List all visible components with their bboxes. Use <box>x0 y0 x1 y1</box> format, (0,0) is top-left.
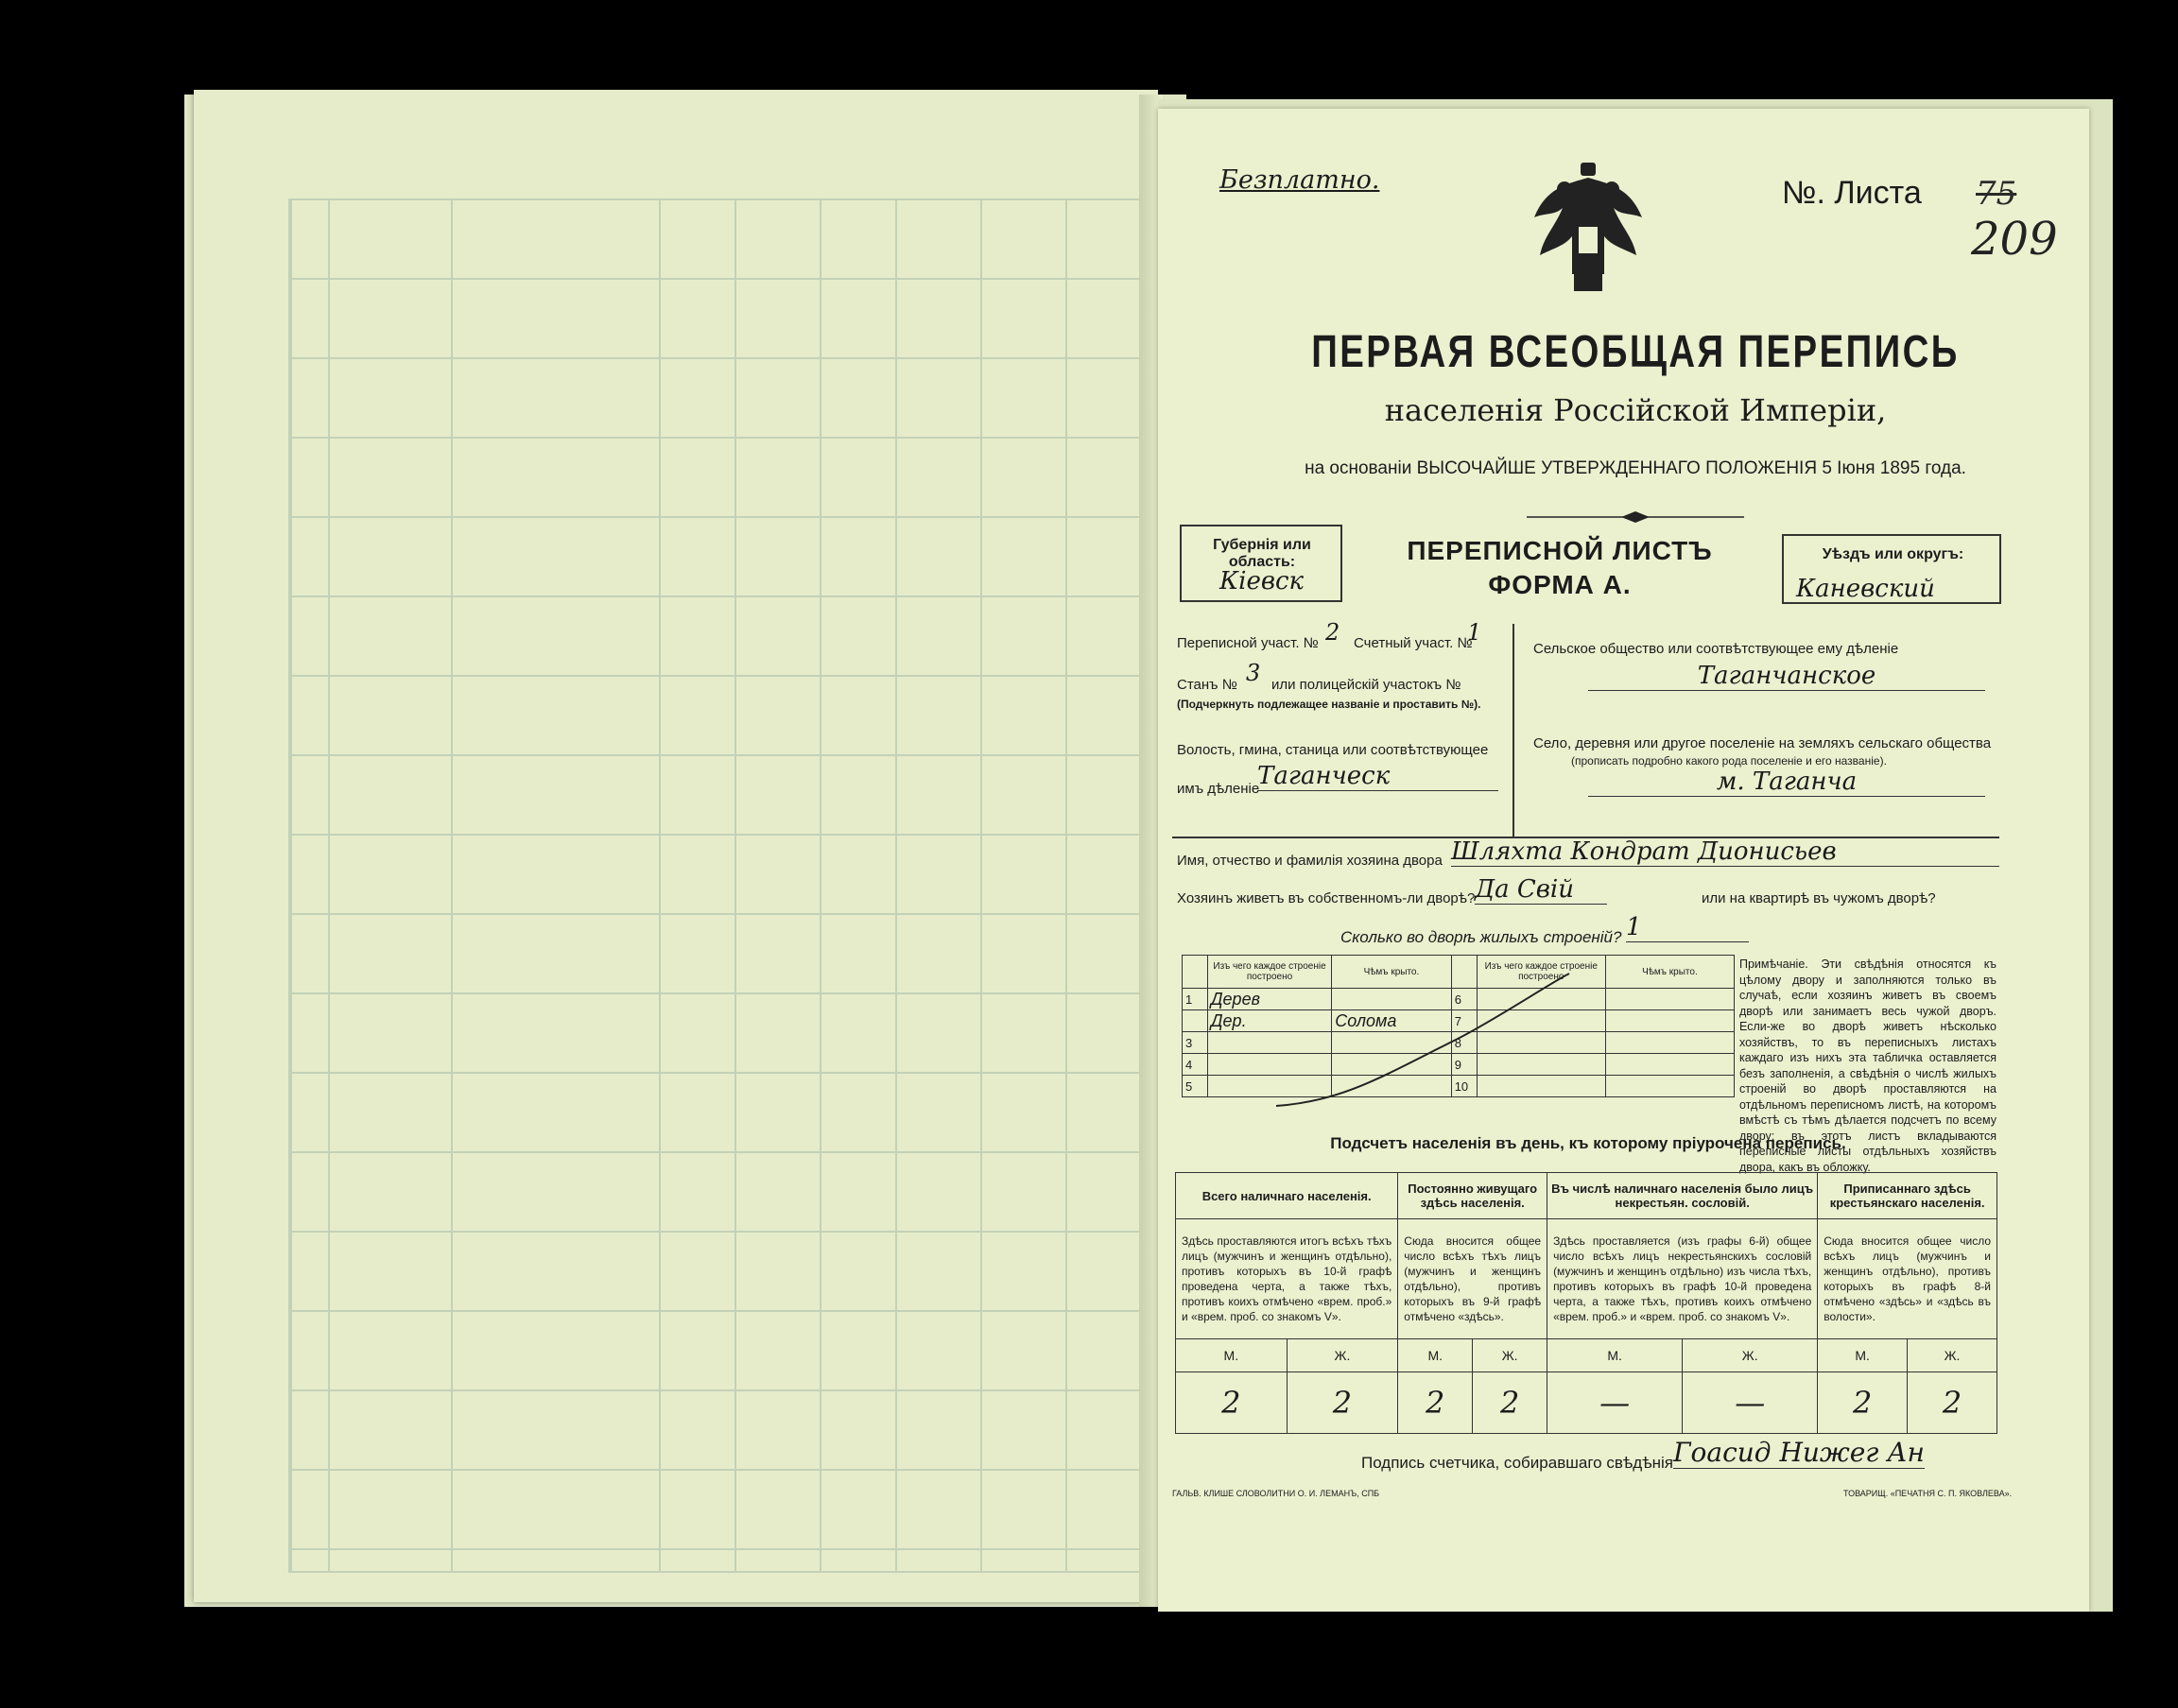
population-desc-permanent: Сюда вносится общее число всѣхъ тѣхъ лицъ (мужчинъ и женщинъ отдѣльно), противъ которыхъ въ 9-й графѣ отмѣчено «здѣсь». <box>1398 1219 1547 1339</box>
province-label: Губернія или область: <box>1213 537 1311 570</box>
female-label: Ж. <box>1287 1339 1398 1372</box>
total-female-value: 2 <box>1287 1372 1398 1434</box>
buildings-label: Сколько во дворѣ жилыхъ строеній? <box>1340 928 1622 946</box>
sheet-number-crossed: 75 <box>1976 175 2017 213</box>
basis-line: на основаніи ВЫСОЧАЙШЕ УТВЕРЖДЕННАГО ПОЛОЖЕНІЯ 5 Іюня 1895 года. <box>1305 458 1966 478</box>
police-label: или полицейскій участокъ № <box>1271 677 1461 693</box>
double-headed-eagle-icon <box>1527 161 1650 298</box>
total-male-value: 2 <box>1176 1372 1288 1434</box>
buildings-value: 1 <box>1626 913 1749 942</box>
owner-value: Шляхта Кондрат Дионисьев <box>1451 837 1999 867</box>
building-roof: Солома <box>1332 1010 1451 1032</box>
registered-female-value: 2 <box>1908 1372 1997 1434</box>
row-number: 8 <box>1451 1032 1477 1054</box>
printer-credit-right: ТОВАРИЩ. «ПЕЧАТНЯ С. П. ЯКОВЛЕВА». <box>1843 1489 2013 1498</box>
sheet-number-value: 209 <box>1971 213 2058 266</box>
village-label: Село, деревня или другое поселеніе на земляхъ сельскаго общества <box>1533 735 1992 751</box>
male-label: М. <box>1547 1339 1683 1372</box>
free-label: Безплатно. <box>1219 165 1380 195</box>
ornament-divider <box>1527 510 1744 524</box>
sub-title: населенія Россійской Имперіи, <box>1384 392 1887 428</box>
permanent-female-value: 2 <box>1473 1372 1547 1434</box>
rent-label: или на квартирѣ въ чужомъ дворѣ? <box>1702 890 1936 906</box>
population-header-total: Всего наличнаго населенія. <box>1176 1173 1398 1219</box>
female-label: Ж. <box>1683 1339 1818 1372</box>
form-title <box>1342 534 1777 602</box>
village-note: (прописать подробно какого рода поселеніе и его названіе). <box>1571 754 1887 768</box>
non-peasant-female-value: — <box>1683 1372 1818 1434</box>
owner-label: Имя, отчество и фамилія хозяина двора <box>1177 853 1443 869</box>
building-material: Дерев <box>1207 989 1331 1010</box>
village-value: м. Таганча <box>1588 768 1985 797</box>
row-number: 3 <box>1183 1032 1208 1054</box>
row-number: 7 <box>1451 1010 1477 1032</box>
buildings-header-material-2: Изъ чего каждое строеніе построено <box>1477 956 1605 989</box>
row-number: 5 <box>1183 1076 1208 1097</box>
buildings-header-roof-1: Чѣмъ крыто. <box>1332 956 1451 989</box>
male-label: М. <box>1176 1339 1288 1372</box>
form-title-line2: ФОРМА А. <box>1488 570 1632 599</box>
row-number: 10 <box>1451 1076 1477 1097</box>
stan-label: Станъ № <box>1177 677 1237 693</box>
population-desc-non-peasant: Здѣсь проставляется (изъ графы 6-й) общее число всѣхъ лицъ некрестьянскихъ сословій (мужчинъ и женщинъ отдѣльно) изъ числа тѣхъ, противъ которыхъ въ графѣ 10-й проведена черта, а также тѣхъ, противъ коихъ отмѣчено «врем. проб.» и «врем. проб. со знакомъ V». <box>1547 1219 1818 1339</box>
crossed-out-stroke <box>1267 964 1579 1115</box>
left-page-ghost-grid <box>288 198 1162 1573</box>
row-number: 4 <box>1183 1054 1208 1076</box>
building-material: Дер. <box>1207 1010 1331 1032</box>
form-title-line1: ПЕРЕПИСНОЙ ЛИСТЪ <box>1407 536 1713 565</box>
registered-male-value: 2 <box>1818 1372 1908 1434</box>
count-area-label: Счетный участ. № <box>1354 635 1473 651</box>
buildings-header-roof-2: Чѣмъ крыто. <box>1605 956 1734 989</box>
population-desc-total: Здѣсь проставляются итогъ всѣхъ тѣхъ лицъ (мужчинъ и женщинъ отдѣльно), противъ которыхъ въ 10-й графѣ проведена черта, а также тѣхъ, противъ коихъ отмѣчено «врем. проб.» и «врем. проб. со знакомъ V». <box>1176 1219 1398 1339</box>
district-label: Уѣздъ или округъ: <box>1822 546 1964 562</box>
district-value: Каневский <box>1796 575 1935 603</box>
society-value: Таганчанское <box>1588 662 1985 691</box>
row-number: 6 <box>1451 989 1477 1010</box>
population-desc-registered: Сюда вносится общее число всѣхъ лицъ (мужчинъ и женщинъ отдѣльно), противъ которыхъ въ графѣ 8-й отмѣчено «здѣсь» и «здѣсь въ волости». <box>1818 1219 1997 1339</box>
female-label: Ж. <box>1908 1339 1997 1372</box>
row-number <box>1183 1010 1208 1032</box>
population-table <box>1175 1172 1997 1434</box>
row-number: 1 <box>1183 989 1208 1010</box>
population-title: Подсчетъ населенія въ день, къ которому пріурочена перепись. <box>1330 1134 1846 1152</box>
volost-value: Таганческ <box>1257 762 1498 791</box>
main-title: ПЕРВАЯ ВСЕОБЩАЯ ПЕРЕПИСЬ <box>1311 327 1960 377</box>
buildings-header-material-1: Изъ чего каждое строеніе построено <box>1207 956 1331 989</box>
census-area-value: 2 <box>1325 619 1340 646</box>
printer-credit-left: ГАЛЬВ. КЛИШЕ СЛОВОЛИТНИ О. И. ЛЕМАНЪ, СПБ <box>1172 1489 1380 1498</box>
field-divider <box>1512 624 1514 837</box>
buildings-note: Примѣчаніе. Эти свѣдѣнія относятся къ цѣлому двору и заполняются только въ случаѣ, если хозяинъ живетъ въ своемъ дворѣ или занимаетъ весь чужой дворъ. Если-же во дворѣ живетъ нѣсколько хозяйствъ, то въ переписныхъ листахъ каждаго изъ нихъ эта табличка оставляется безъ заполненія, а свѣдѣнія о числѣ жилыхъ строеній во дворѣ проставляются на отдѣльномъ переписномъ листѣ, на которомъ вмѣстѣ съ тѣмъ дѣлается подсчетъ по всему двору; въ этотъ листъ вкладываются переписные листы отдѣльныхъ хозяйствъ двора, какъ въ обложку. <box>1739 958 1996 1174</box>
census-area-label: Переписной участ. № <box>1177 635 1319 651</box>
male-label: М. <box>1818 1339 1908 1372</box>
population-header-non-peasant: Въ числѣ наличнаго населенія было лицъ некрестьян. сословій. <box>1547 1173 1818 1219</box>
own-yard-value: Да Свій <box>1475 875 1607 905</box>
male-label: М. <box>1398 1339 1473 1372</box>
female-label: Ж. <box>1473 1339 1547 1372</box>
stan-value: 3 <box>1246 660 1261 686</box>
non-peasant-male-value: — <box>1547 1372 1683 1434</box>
volost-label: Волость, гмина, станица или соотвѣтствующее <box>1177 742 1489 758</box>
stan-note: (Подчеркнуть подлежащее названіе и проставить №). <box>1177 698 1481 711</box>
sheet-number-label: №. Листа <box>1782 175 1922 211</box>
volost-label-2: имъ дѣленіе <box>1177 781 1260 797</box>
population-header-permanent: Постоянно живущаго здѣсь населенія. <box>1398 1173 1547 1219</box>
population-header-registered: Приписаннаго здѣсь крестьянскаго населенія. <box>1818 1173 1997 1219</box>
signature-label: Подпись счетчика, собиравшаго свѣдѣнія <box>1361 1454 1673 1472</box>
count-area-value: 1 <box>1467 619 1482 646</box>
signature-value: Гоасид Нижег Ан <box>1673 1437 1925 1468</box>
society-label: Сельское общество или соотвѣтствующее ему дѣленіе <box>1533 641 1899 657</box>
permanent-male-value: 2 <box>1398 1372 1473 1434</box>
own-yard-label: Хозяинъ живетъ въ собственномъ-ли дворѣ? <box>1177 890 1476 906</box>
province-value: Кiевск <box>1219 567 1305 595</box>
row-number: 9 <box>1451 1054 1477 1076</box>
